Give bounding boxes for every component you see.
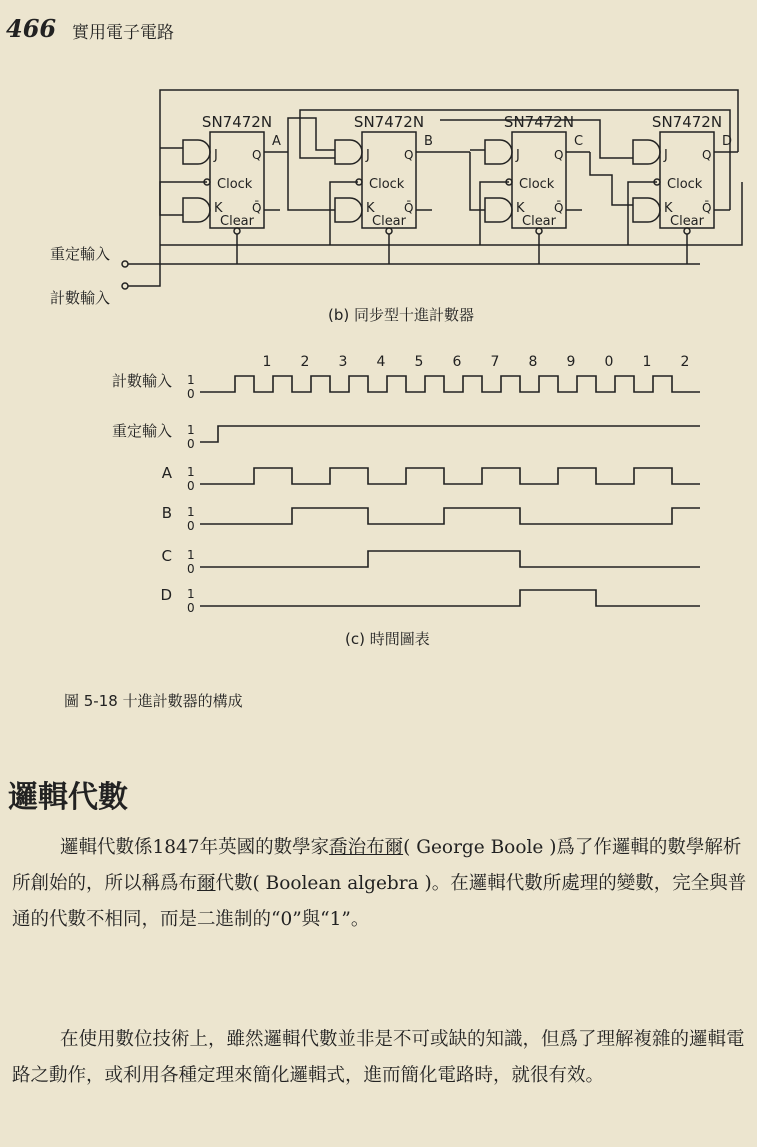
pin-clock-2: Clock — [369, 177, 405, 192]
pin-clear-3: Clear — [522, 214, 556, 229]
pulse-number-4: 4 — [376, 354, 386, 370]
pin-q-2: Q — [404, 148, 414, 162]
level-low-2: 0 — [187, 437, 195, 451]
signal-label-4: B — [161, 504, 172, 522]
pulse-number-6: 6 — [452, 354, 462, 370]
pin-clock-1: Clock — [217, 177, 253, 192]
pin-j-4: J — [664, 148, 668, 163]
p1-middle: ( George Boole )爲了作邏輯的數學解析所創始的，所以稱爲布 — [12, 837, 742, 894]
level-high-6: 1 — [187, 587, 195, 601]
pulse-number-7: 7 — [490, 354, 500, 370]
signal-label-6: D — [160, 586, 172, 604]
pulse-number-11: 1 — [642, 354, 652, 370]
waveform-3 — [200, 468, 700, 484]
p1-before: 邏輯代數係1847年英國的數學家 — [60, 837, 330, 858]
waveform-5 — [200, 551, 700, 567]
book-title: 實用電子電路 — [72, 23, 174, 43]
level-high-1: 1 — [187, 373, 195, 387]
pin-k-1: K — [214, 201, 223, 216]
output-label-3: C — [574, 134, 584, 149]
pin-j-3: J — [516, 148, 520, 163]
page-number: 466 — [6, 14, 57, 43]
and-gate-k-1 — [183, 198, 210, 222]
pin-j-2: J — [366, 148, 370, 163]
and-gate-k-2 — [335, 198, 362, 222]
pin-clear-2: Clear — [372, 214, 406, 229]
p1-char: 爾 — [197, 873, 216, 894]
pin-clear-4: Clear — [670, 214, 704, 229]
p1-after: 代數( Boolean algebra )。在邏輯代數所處理的變數，完全與普通的代數不相同，而是二進制的“0”與“1”。 — [12, 873, 747, 930]
timing-diagram — [112, 354, 700, 615]
pulse-number-12: 2 — [680, 354, 690, 370]
signal-label-5: C — [161, 547, 172, 565]
pin-clock-4: Clock — [667, 177, 703, 192]
ic-label-3: SN7472N — [503, 113, 575, 131]
level-high-3: 1 — [187, 465, 195, 479]
ic-label-4: SN7472N — [651, 113, 723, 131]
pin-qbar-1: Q̄ — [252, 201, 262, 215]
and-gate-j-1 — [183, 140, 210, 164]
waveform-6 — [200, 590, 700, 606]
paragraph-2 — [12, 1022, 752, 1094]
pin-k-2: K — [366, 201, 375, 216]
waveform-4 — [200, 508, 700, 524]
section-title: 邏輯代數 — [8, 780, 128, 815]
level-low-1: 0 — [187, 387, 195, 401]
and-gate-j-3 — [485, 140, 512, 164]
wire-a — [288, 118, 335, 210]
ic-label-1: SN7472N — [201, 113, 273, 131]
reset-input-label: 重定輸入 — [50, 245, 111, 263]
level-low-6: 0 — [187, 601, 195, 615]
pulse-number-1: 1 — [262, 354, 272, 370]
pin-q-4: Q — [702, 148, 712, 162]
pin-clear-1: Clear — [220, 214, 254, 229]
level-low-4: 0 — [187, 519, 195, 533]
signal-label-2: 重定輸入 — [111, 422, 172, 440]
figure-caption: 圖 5-18 十進計數器的構成 — [64, 692, 243, 710]
output-label-1: A — [272, 134, 281, 149]
level-low-5: 0 — [187, 562, 195, 576]
pin-j-1: J — [214, 148, 218, 163]
wire-c — [590, 152, 633, 205]
pin-qbar-4: Q̄ — [702, 201, 712, 215]
timing-caption: (c) 時間圖表 — [345, 630, 430, 648]
pin-q-1: Q — [252, 148, 262, 162]
output-label-2: B — [424, 134, 433, 149]
pin-k-4: K — [664, 201, 673, 216]
waveform-1 — [200, 376, 700, 392]
signal-label-1: 計數輸入 — [111, 372, 172, 390]
reset-bus — [128, 234, 700, 264]
and-gate-j-4 — [633, 140, 660, 164]
wire-b — [440, 120, 633, 210]
pin-k-3: K — [516, 201, 525, 216]
reset-terminal — [122, 261, 128, 267]
ic-label-2: SN7472N — [353, 113, 425, 131]
decade-counter-circuit — [50, 90, 742, 307]
p2-text: 在使用數位技術上，雖然邏輯代數並非是不可或缺的知識，但爲了理解複雜的邏輯電路之動作，或利用各種定理來簡化邏輯式，進而簡化電路時，就很有效。 — [12, 1029, 745, 1086]
pin-qbar-3: Q̄ — [554, 201, 564, 215]
pin-clock-3: Clock — [519, 177, 555, 192]
and-gate-j-2 — [335, 140, 362, 164]
pulse-number-8: 8 — [528, 354, 538, 370]
circuit-caption: (b) 同步型十進計數器 — [328, 306, 474, 324]
and-gate-k-4 — [633, 198, 660, 222]
paragraph-1 — [12, 830, 752, 938]
pin-q-3: Q — [554, 148, 564, 162]
pulse-number-3: 3 — [338, 354, 348, 370]
level-high-4: 1 — [187, 505, 195, 519]
and-gate-k-3 — [485, 198, 512, 222]
signal-label-3: A — [161, 464, 172, 482]
waveform-2 — [200, 426, 700, 442]
pulse-number-9: 9 — [566, 354, 576, 370]
count-terminal — [122, 283, 128, 289]
pulse-number-2: 2 — [300, 354, 310, 370]
pulse-number-10: 0 — [604, 354, 614, 370]
output-label-4: D — [722, 134, 733, 149]
level-high-5: 1 — [187, 548, 195, 562]
pin-qbar-2: Q̄ — [404, 201, 414, 215]
pulse-number-5: 5 — [414, 354, 424, 370]
p1-name: 喬治布爾 — [329, 837, 404, 858]
level-low-3: 0 — [187, 479, 195, 493]
count-input-label: 計數輸入 — [50, 289, 111, 307]
level-high-2: 1 — [187, 423, 195, 437]
